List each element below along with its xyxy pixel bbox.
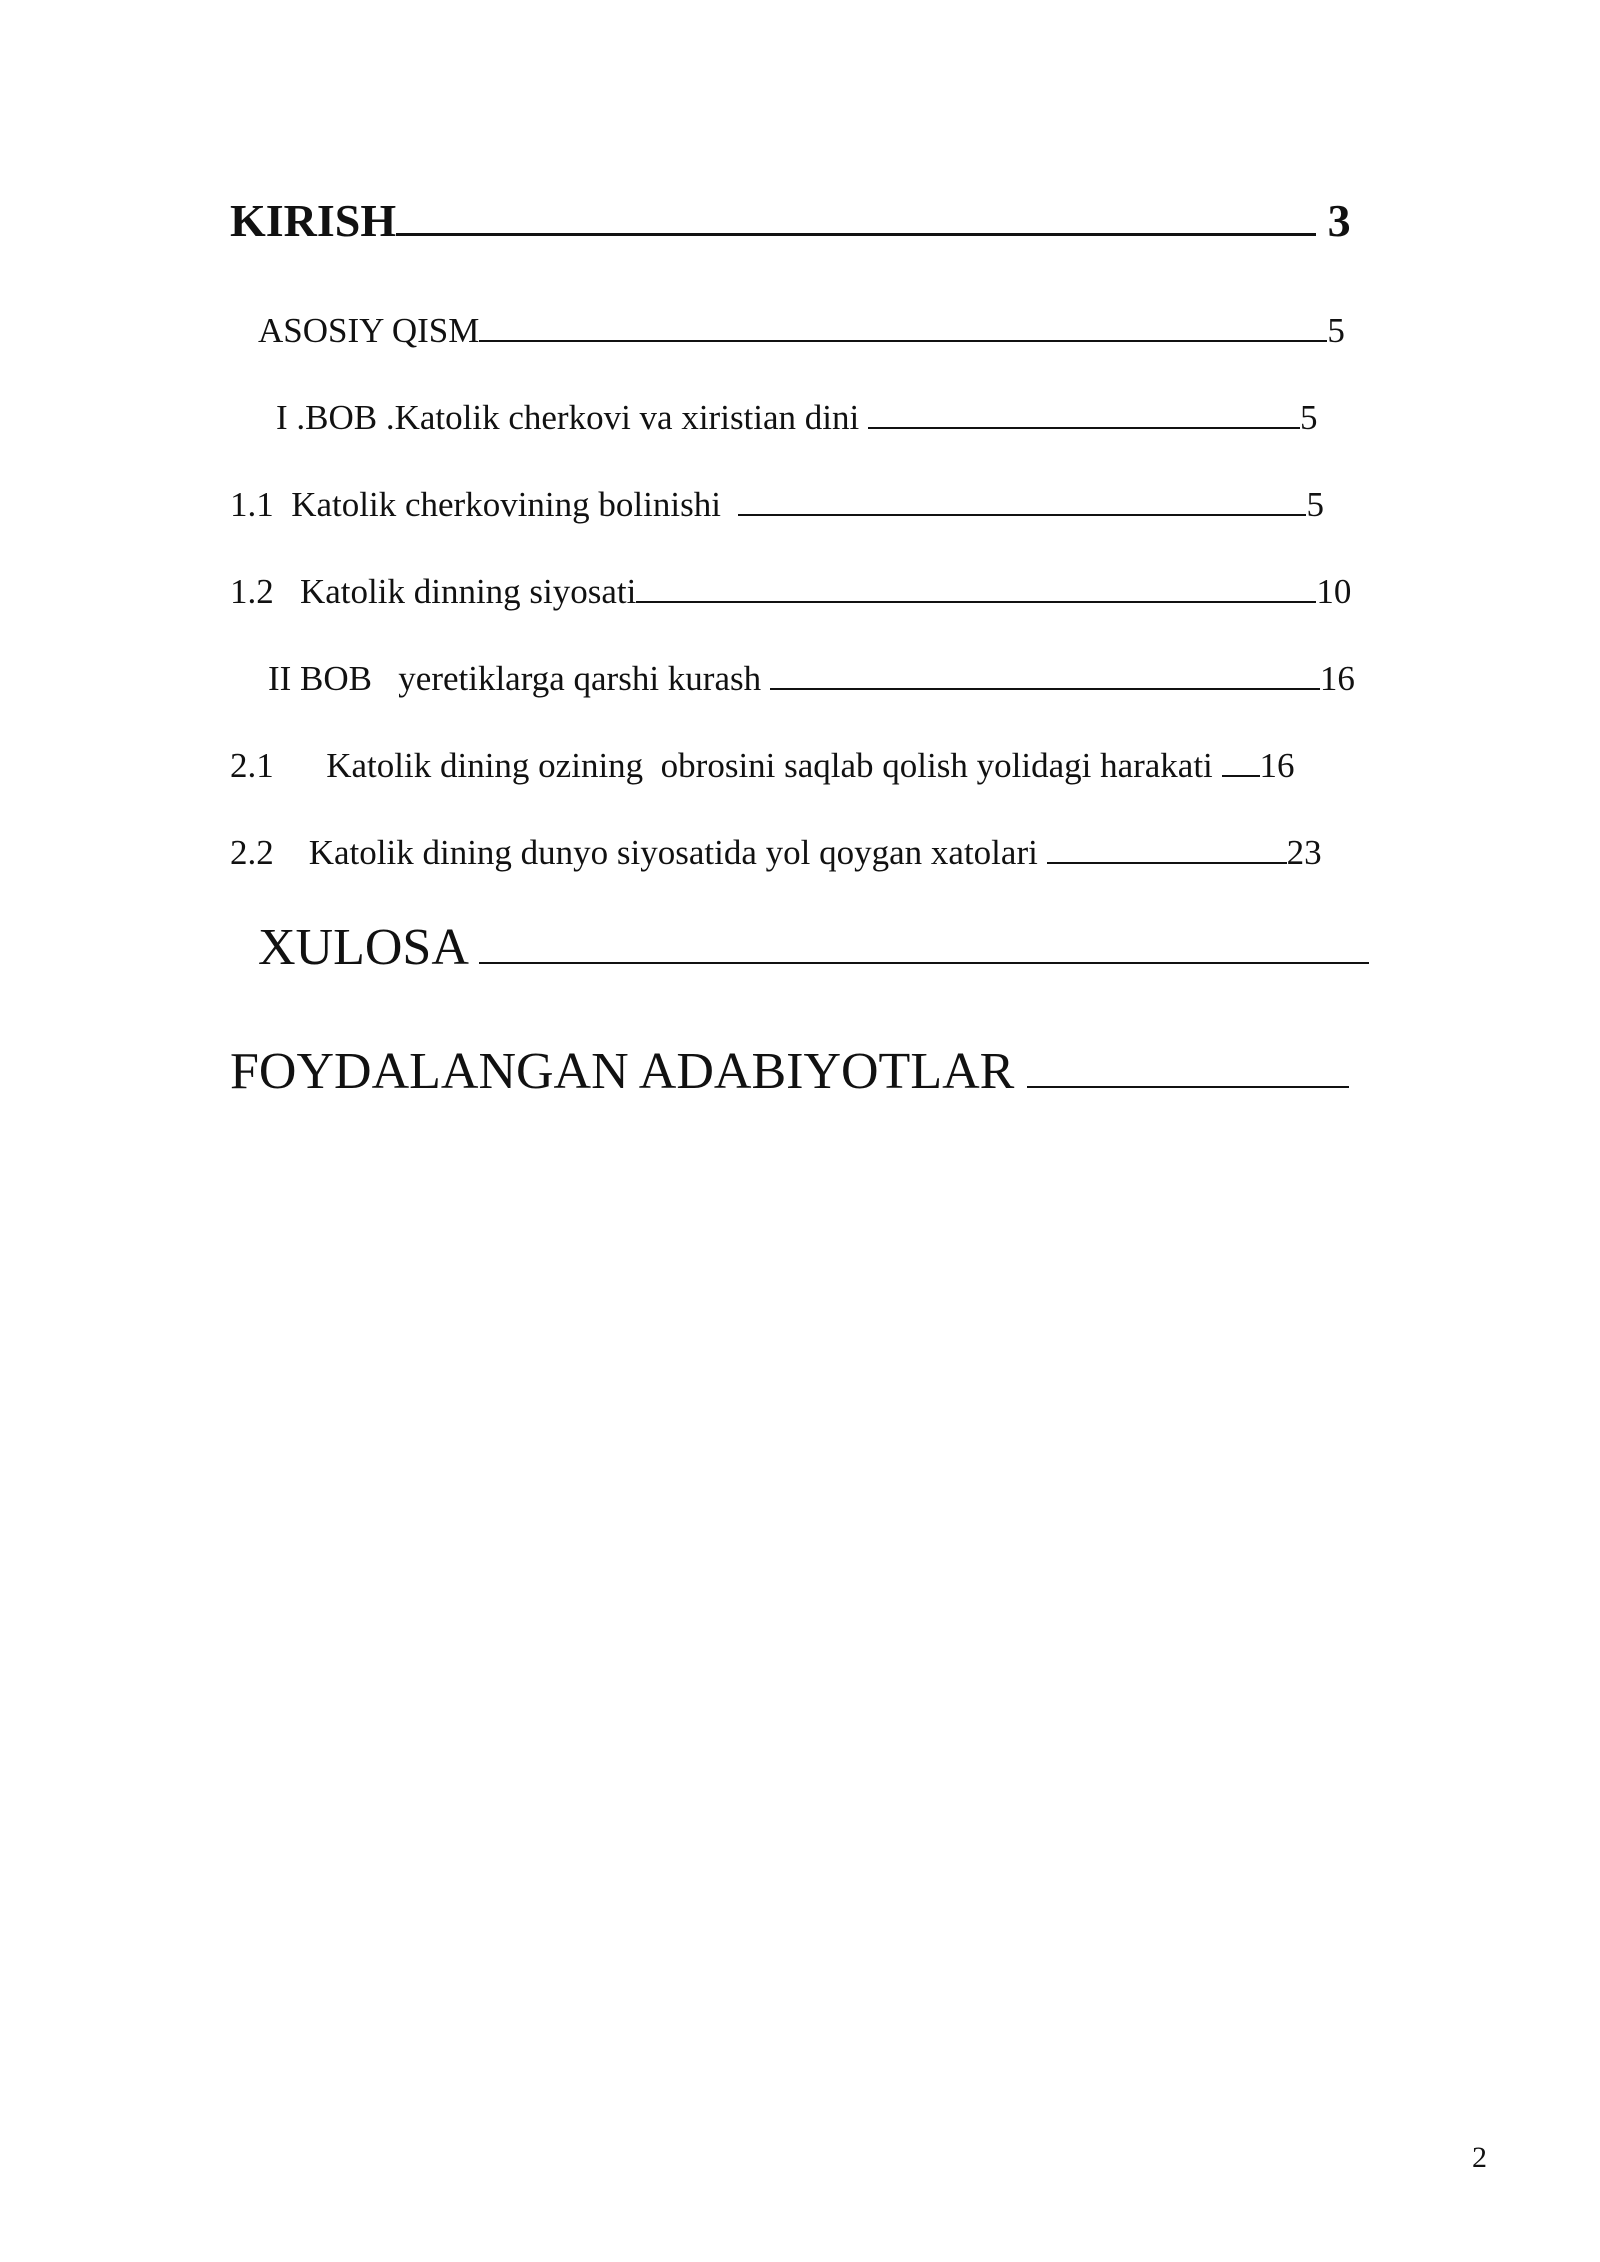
toc-entry-label: Katolik dining dunyo siyosatida yol qoygan xatolari [308,833,1038,872]
toc-entry-page: 5 [1300,398,1318,437]
leader-line [1047,862,1287,864]
toc-entry-page: 5 [1306,485,1324,524]
toc-entry-label: Katolik cherkovining bolinishi [291,485,721,524]
toc-entry-page: 16 [1319,659,1355,698]
toc-entry-label: FOYDALANGAN ADABIYOTLAR [230,1043,1015,1100]
toc-entry-section-1-1[interactable] [230,487,1324,522]
toc-entry-chapter-2[interactable] [268,661,1355,696]
toc-entry-number: 1.1 [230,485,274,524]
leader-line [868,427,1300,429]
toc-entry-label: II BOB [268,659,373,698]
toc-entry-title: yeretiklarga qarshi kurash [398,659,762,698]
toc-entry-page: 3 [1327,195,1351,246]
page-number: 2 [1472,2141,1487,2174]
toc-entry-references[interactable] [230,1043,1349,1100]
toc-entry-section-1-2[interactable] [230,574,1351,609]
toc-entry-number: 2.2 [230,833,274,872]
toc-entry-page: 5 [1327,311,1345,350]
leader-line [636,601,1316,603]
toc-entry-page: 16 [1259,746,1295,785]
toc-entry-label: Katolik dinning siyosati [300,572,637,611]
toc-entry-number: 2.1 [230,746,274,785]
leader-line [738,514,1306,516]
toc-entry-intro[interactable] [230,195,1351,246]
toc-entry-label: XULOSA [258,919,467,976]
toc-entry-page: 10 [1316,572,1352,611]
toc-entry-chapter-1[interactable] [276,400,1318,435]
toc-entry-label: Katolik dining ozining obrosini saqlab qolish yolidagi harakati [326,746,1213,785]
leader-line [479,962,1369,964]
toc-entry-main-part[interactable] [258,313,1345,348]
toc-entry-number: 1.2 [230,572,274,611]
leader-line [479,340,1327,342]
toc-entry-conclusion[interactable] [258,919,1369,976]
leader-line [1222,775,1260,777]
toc-entry-page: 23 [1286,833,1322,872]
leader-line [396,233,1316,236]
toc-entry-section-2-2[interactable] [230,835,1322,870]
leader-line [1027,1086,1349,1088]
toc-entry-label: I .BOB .Katolik cherkovi va xiristian dini [276,398,860,437]
leader-line [770,688,1320,690]
toc-entry-label: ASOSIY QISM [258,311,480,350]
toc-entry-section-2-1[interactable] [230,748,1295,783]
toc-entry-label: KIRISH [230,195,397,246]
